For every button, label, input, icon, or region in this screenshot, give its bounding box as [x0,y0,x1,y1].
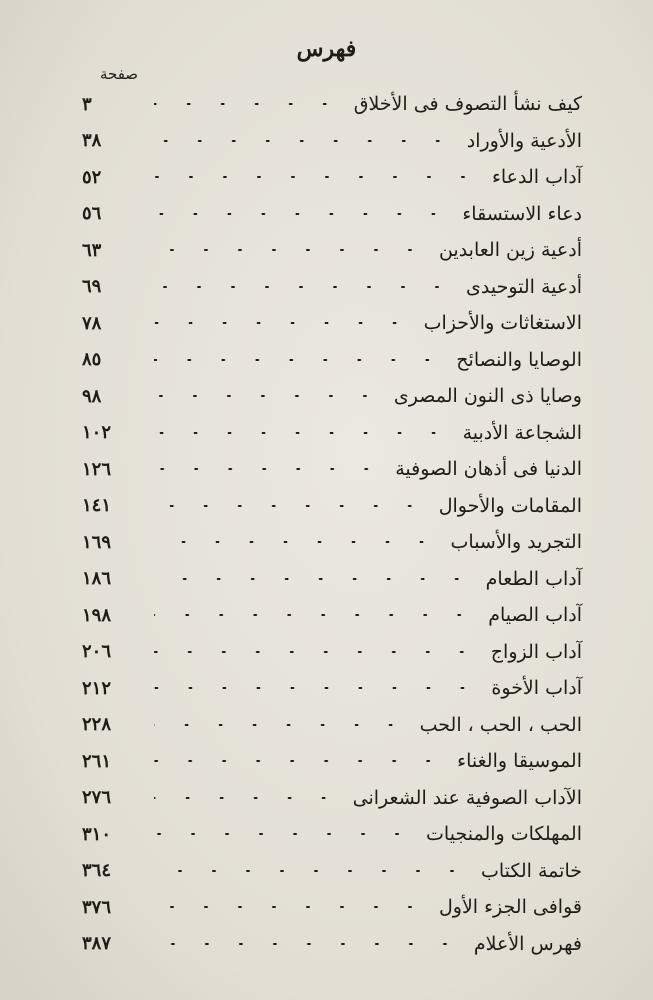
toc-entry-title: الآداب الصوفية عند الشعرانى [352,786,582,809]
toc-entry-title: آداب الصيام [488,604,582,627]
toc-entry-page-number: ٥٦ [82,203,102,225]
toc-entry-page-number: ٣٨٧ [82,933,112,955]
toc-entry-page-number: ١٨٦ [82,568,112,590]
toc-entry [82,889,582,926]
toc-entry-page-number: ١٩٨ [82,604,112,626]
toc-entry [82,378,582,415]
toc-entry-title: خاتمة الكتاب [480,859,582,882]
toc-entry-page-number: ٦٣ [82,239,102,261]
toc-entry-title: المهلكات والمنجيات [426,823,582,846]
toc-entry [82,196,582,233]
toc-entry [82,561,582,598]
dot-leader [154,651,479,653]
toc-entry [82,342,582,379]
toc-entry-page-number: ٣٨ [82,130,102,152]
toc-entry [82,707,582,744]
dot-leader [154,760,445,762]
dot-leader [154,395,382,397]
dot-leader [154,724,408,726]
toc-entry-page-number: ١٠٢ [82,422,112,444]
table-of-contents [82,86,582,962]
toc-entry-title: أدعية زين العابدين [438,239,582,262]
toc-entry-title: أدعية التوحيدى [466,275,582,298]
dot-leader [154,468,383,470]
dot-leader [154,870,469,872]
toc-entry [82,670,582,707]
toc-entry [82,86,582,123]
toc-entry-page-number: ١٢٦ [82,458,112,480]
toc-entry-page-number: ٢٢٨ [82,714,112,736]
dot-leader [154,103,342,105]
toc-entry [82,597,582,634]
toc-entry-title: الموسيقا والغناء [457,750,582,773]
toc-entry [82,159,582,196]
toc-entry-title: آداب الطعام [485,567,582,590]
toc-entry-title: الأدعية والأوراد [466,129,582,152]
dot-leader [154,943,462,945]
toc-entry [82,743,582,780]
toc-entry [82,232,582,269]
dot-leader [154,359,444,361]
toc-entry [82,634,582,671]
toc-entry [82,451,582,488]
toc-entry-page-number: ٣ [82,93,92,115]
dot-leader [154,432,451,434]
toc-entry-title: فهرس الأعلام [473,932,582,955]
toc-entry [82,816,582,853]
dot-leader [154,541,439,543]
dot-leader [154,213,450,215]
dot-leader [154,833,414,835]
toc-entry-page-number: ١٦٩ [82,531,112,553]
toc-entry-title: وصايا ذى النون المصرى [393,385,582,408]
toc-entry [82,415,582,452]
dot-leader [154,614,476,616]
toc-entry-title: كيف نشأ التصوف فى الأخلاق [353,93,582,116]
page-title: فهرس [296,36,357,62]
toc-entry-page-number: ٦٩ [82,276,102,298]
toc-entry-title: دعاء الاستسقاء [462,202,582,225]
dot-leader [154,286,454,288]
toc-entry-page-number: ٩٨ [82,385,102,407]
toc-entry-page-number: ٣١٠ [82,823,112,845]
toc-entry-page-number: ٢٧٦ [82,787,112,809]
toc-entry-title: الاستغاثات والأحزاب [423,312,582,335]
dot-leader [154,322,412,324]
dot-leader [154,797,341,799]
page-column-header: صفحة [99,65,139,83]
toc-entry [82,123,582,160]
toc-entry-title: آداب الزواج [490,640,582,663]
toc-entry-title: الشجاعة الأدبية [462,421,582,444]
toc-entry-title: الوصايا والنصائح [456,348,582,371]
dot-leader [154,249,427,251]
dot-leader [154,140,455,142]
toc-entry [82,305,582,342]
dot-leader [154,906,427,908]
toc-entry-page-number: ٢١٢ [82,677,112,699]
toc-entry [82,524,582,561]
dot-leader [154,687,479,689]
dot-leader [154,505,427,507]
toc-entry-title: الدنيا فى أذهان الصوفية [395,458,582,481]
dot-leader [154,176,480,178]
toc-entry-page-number: ٥٢ [82,166,102,188]
toc-entry-page-number: ١٤١ [82,495,112,517]
toc-entry-title: التجريد والأسباب [450,531,582,554]
toc-entry [82,926,582,963]
toc-entry-title: الحب ، الحب ، الحب [419,713,582,736]
toc-entry-page-number: ٢٠٦ [82,641,112,663]
toc-entry-page-number: ٢٦١ [82,750,112,772]
toc-entry-title: آداب الدعاء [491,166,582,189]
dot-leader [154,578,474,580]
toc-entry [82,853,582,890]
toc-entry [82,269,582,306]
toc-entry-title: آداب الأخوة [491,677,582,700]
toc-entry-title: المقامات والأحوال [438,494,582,517]
toc-entry-page-number: ٧٨ [82,312,102,334]
toc-entry-page-number: ٣٦٤ [82,860,112,882]
toc-entry-page-number: ٣٧٦ [82,896,112,918]
toc-entry [82,780,582,817]
toc-entry-page-number: ٨٥ [82,349,102,371]
toc-entry [82,488,582,525]
toc-entry-title: قوافى الجزء الأول [438,896,582,919]
